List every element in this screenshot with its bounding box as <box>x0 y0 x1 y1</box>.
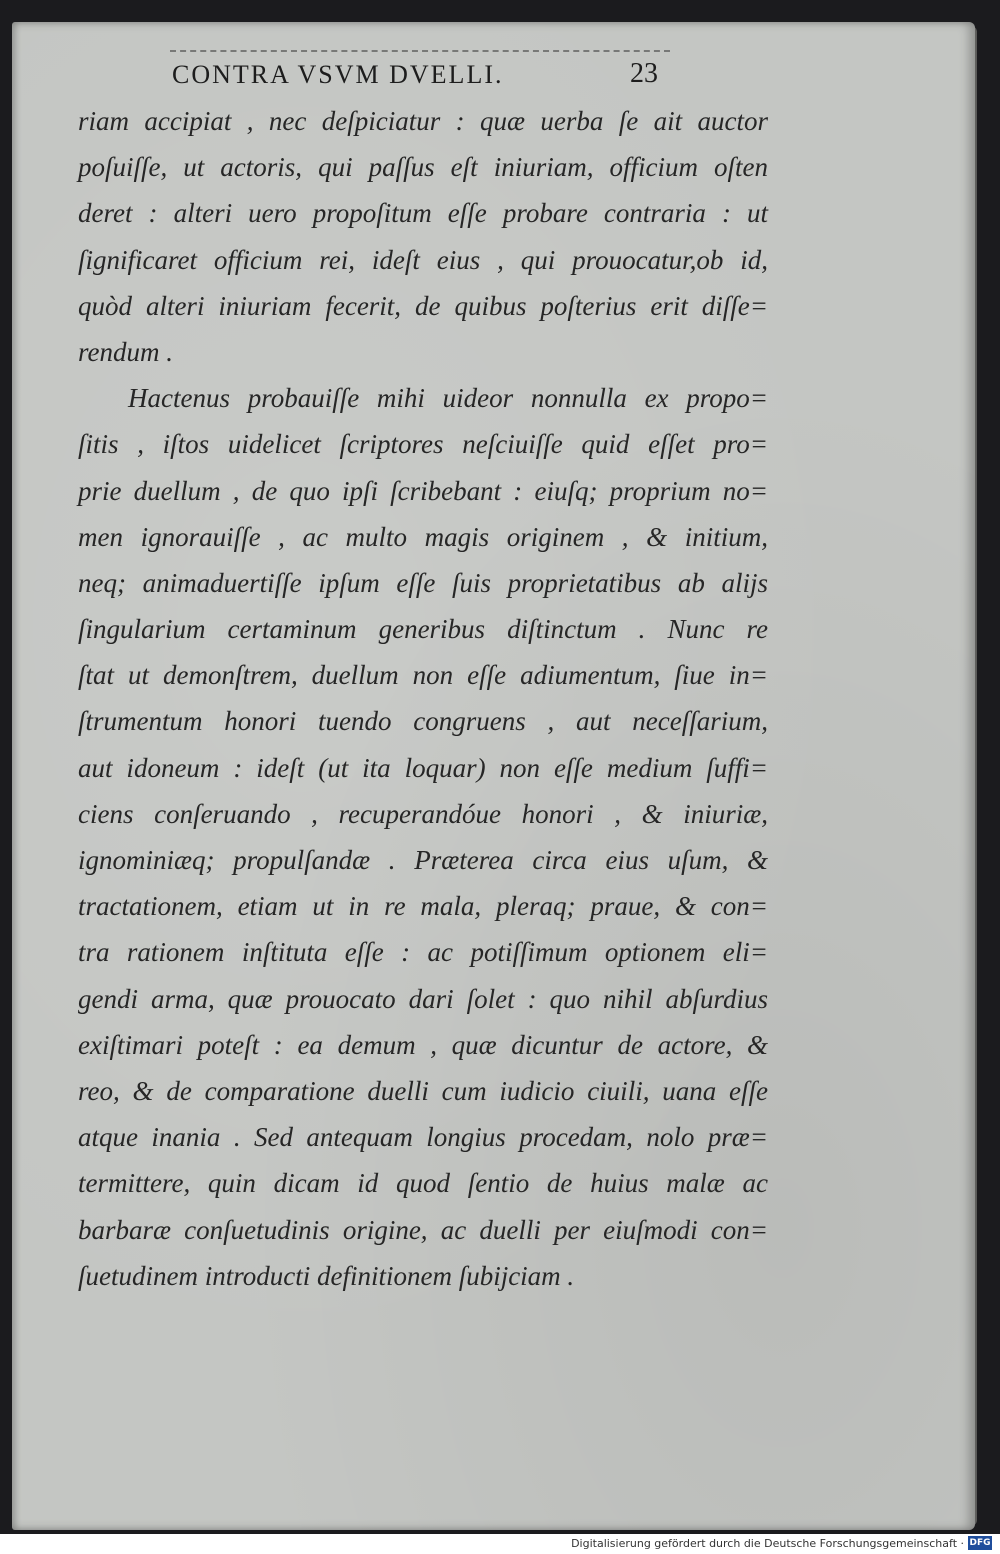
text-line: barbaræ conſuetudinis origine, ac duelli per eiuſmodi con= <box>78 1214 768 1245</box>
text-line: ſignificaret officium rei, ideſt eius , qui prouocatur,ob id, <box>78 244 768 275</box>
text-line: Hactenus probauiſſe mihi uideor nonnulla ex propo= <box>128 383 768 414</box>
text-line: ſingularium certaminum generibus diſtinctum . Nunc re <box>78 614 768 645</box>
text-line: ignominiæq; propulſandæ . Præterea circa eius uſum, & <box>78 845 768 875</box>
text-line: aut idoneum : ideſt (ut ita loquar) non eſſe medium ſuffi= <box>78 752 768 783</box>
dfg-logo: DFG <box>969 1538 991 1548</box>
text-line: rendum . <box>78 336 173 367</box>
header-rule <box>170 50 670 52</box>
text-line: prie duellum , de quo ipſi ſcribebant : eiuſq; proprium no= <box>78 475 768 506</box>
text-line: ſtat ut demonſtrem, duellum non eſſe adiumentum, ſiue in= <box>78 660 768 691</box>
text-line: tra rationem inſtituta eſſe : ac potiſſimum optionem eli= <box>78 937 768 968</box>
text-line: exiſtimari poteſt : ea demum , quæ dicuntur de actore, & <box>78 1029 768 1060</box>
text-line: ſtrumentum honori tuendo congruens , aut neceſſarium, <box>78 706 768 737</box>
text-line: ſuetudinem introducti definitionem ſubijciam . <box>78 1260 575 1291</box>
text-line: reo, & de comparatione duelli cum iudicio ciuili, uana eſſe <box>78 1075 768 1106</box>
text-line: men ignorauiſſe , ac multo magis originem , & initium, <box>78 521 768 552</box>
text-line: neq; animaduertiſſe ipſum eſſe ſuis proprietatibus ab alijs <box>78 567 768 598</box>
text-line: atque inania . Sed antequam longius procedam, nolo præ= <box>78 1122 768 1153</box>
funding-credit: Digitalisierung gefördert durch die Deutsche Forschungsgemeinschaft · <box>571 1537 964 1550</box>
paragraph-1 <box>78 98 768 375</box>
body-text <box>78 98 768 1299</box>
text-line: poſuiſſe, ut actoris, qui paſſus eſt iniuriam, officium oſten <box>78 152 768 183</box>
text-line: quòd alteri iniuriam fecerit, de quibus poſterius erit diſſe= <box>78 290 768 321</box>
text-line: tractationem, etiam ut in re mala, pleraq; praue, & con= <box>78 891 768 922</box>
text-line: termittere, quin dicam id quod ſentio de huius malæ ac <box>78 1168 768 1199</box>
text-line: riam accipiat , nec deſpiciatur : quæ uerba ſe ait auctor <box>78 106 768 136</box>
running-head: CONTRA VSVM DVELLI. <box>172 60 504 89</box>
text-line: gendi arma, quæ prouocato dari ſolet : quo nihil abſurdius <box>78 983 768 1014</box>
text-line: ſitis , iſtos uidelicet ſcriptores neſciuiſſe quid eſſet pro= <box>78 429 768 460</box>
page-number: 23 <box>630 58 658 89</box>
text-line: ciens conſeruando , recuperandóue honori , & iniuriæ, <box>78 798 768 829</box>
text-line: deret : alteri uero propoſitum eſſe probare contraria : ut <box>78 198 768 229</box>
paragraph-2 <box>78 375 768 1299</box>
